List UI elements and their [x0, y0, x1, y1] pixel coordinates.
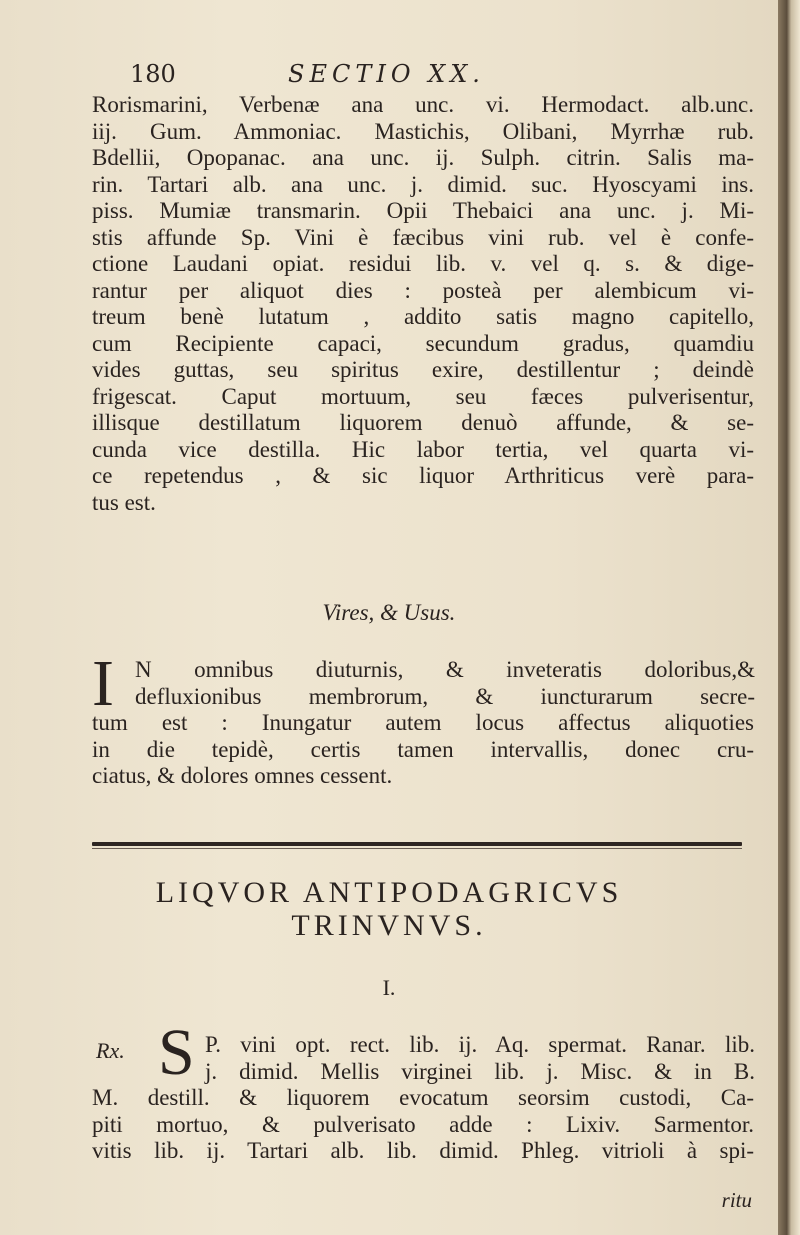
text-line: vitis lib. ij. Tartari alb. lib. dimid. Phleg. vitrioli à spi- — [92, 1138, 754, 1163]
text-line: piss. Mumiæ transmarin. Opii Thebaici ana unc. j. Mi- — [92, 198, 754, 223]
paragraph-preparation — [92, 92, 754, 516]
section-divider — [92, 842, 742, 846]
section-heading-line2: TRINVNVS. — [291, 909, 487, 942]
recipe-text — [92, 1085, 754, 1165]
text-line: piti mortuo, & pulverisato adde : Lixiv. Sarmentor. — [92, 1111, 754, 1137]
text-line: iij. Gum. Ammoniac. Mastichis, Olibani, Myrrhæ rub. — [92, 118, 754, 144]
text-line: frigescat. Caput mortuum, seu fæces pulverisentur, — [92, 383, 754, 409]
text-line: tum est : Inungatur autem locus affectus aliquoties — [92, 710, 754, 735]
catchword: ritu — [721, 1188, 752, 1212]
recipe-indented — [205, 1032, 755, 1085]
book-spine — [778, 0, 800, 1235]
section-heading: LIQVOR ANTIPODAGRICVS — [155, 876, 623, 909]
text-line: defluxionibus membrorum, & iuncturarum secre- — [135, 683, 755, 709]
text-line: treum benè lutatum , addito satis magno capitello, — [92, 304, 754, 329]
text-line: rantur per aliquot dies : posteà per alembicum vi- — [92, 277, 754, 303]
text-line: ctione Laudani opiat. residui lib. v. vel q. s. & dige- — [92, 251, 754, 276]
text-line: N omnibus diuturnis, & inveteratis doloribus,& — [135, 657, 755, 682]
text-line: ce repetendus , & sic liquor Arthriticus verè para- — [92, 463, 754, 488]
text-line: ciatus, & dolores omnes cessent. — [92, 763, 393, 788]
text-line: P. vini opt. rect. lib. ij. Aq. spermat. Ranar. lib. — [205, 1032, 755, 1057]
page-number: 180 — [130, 60, 176, 88]
drop-cap: S — [158, 1016, 195, 1089]
section-divider-thin — [92, 848, 742, 849]
text-line: tus est. — [92, 489, 156, 515]
paragraph-uses — [92, 710, 754, 790]
text-line: M. destill. & liquorem evocatum seorsim custodi, Ca- — [92, 1085, 754, 1110]
page-header — [130, 60, 730, 92]
text-line: cunda vice destilla. Hic labor tertia, vel quarta vi- — [92, 436, 754, 462]
text-line: illisque destillatum liquorem denuò affunde, & se- — [92, 410, 754, 435]
text-line: in die tepidè, certis tamen intervallis, donec cru- — [92, 736, 754, 762]
text-line: j. dimid. Mellis virginei lib. j. Misc. & in B. — [205, 1058, 755, 1084]
section-number: I. — [382, 975, 396, 1000]
recipe-symbol: Rx. — [96, 1038, 125, 1063]
text-line: Bdellii, Opopanac. ana unc. ij. Sulph. citrin. Salis ma- — [92, 145, 754, 170]
paragraph-uses-indented — [135, 657, 755, 710]
text-line: vides guttas, seu spiritus exire, destillentur ; deindè — [92, 357, 754, 382]
text-line: stis affunde Sp. Vini è fæcibus vini rub. vel è confe- — [92, 224, 754, 250]
drop-cap: I — [92, 647, 114, 720]
text-line: Rorismarini, Verbenæ ana unc. vi. Hermodact. alb.unc. — [92, 92, 754, 117]
section-subtitle: Vires, & Usus. — [322, 600, 456, 625]
text-line: cum Recipiente capaci, secundum gradus, quamdiu — [92, 330, 754, 356]
text-line: rin. Tartari alb. ana unc. j. dimid. suc. Hyoscyami ins. — [92, 171, 754, 197]
running-head: SECTIO XX. — [288, 60, 485, 88]
